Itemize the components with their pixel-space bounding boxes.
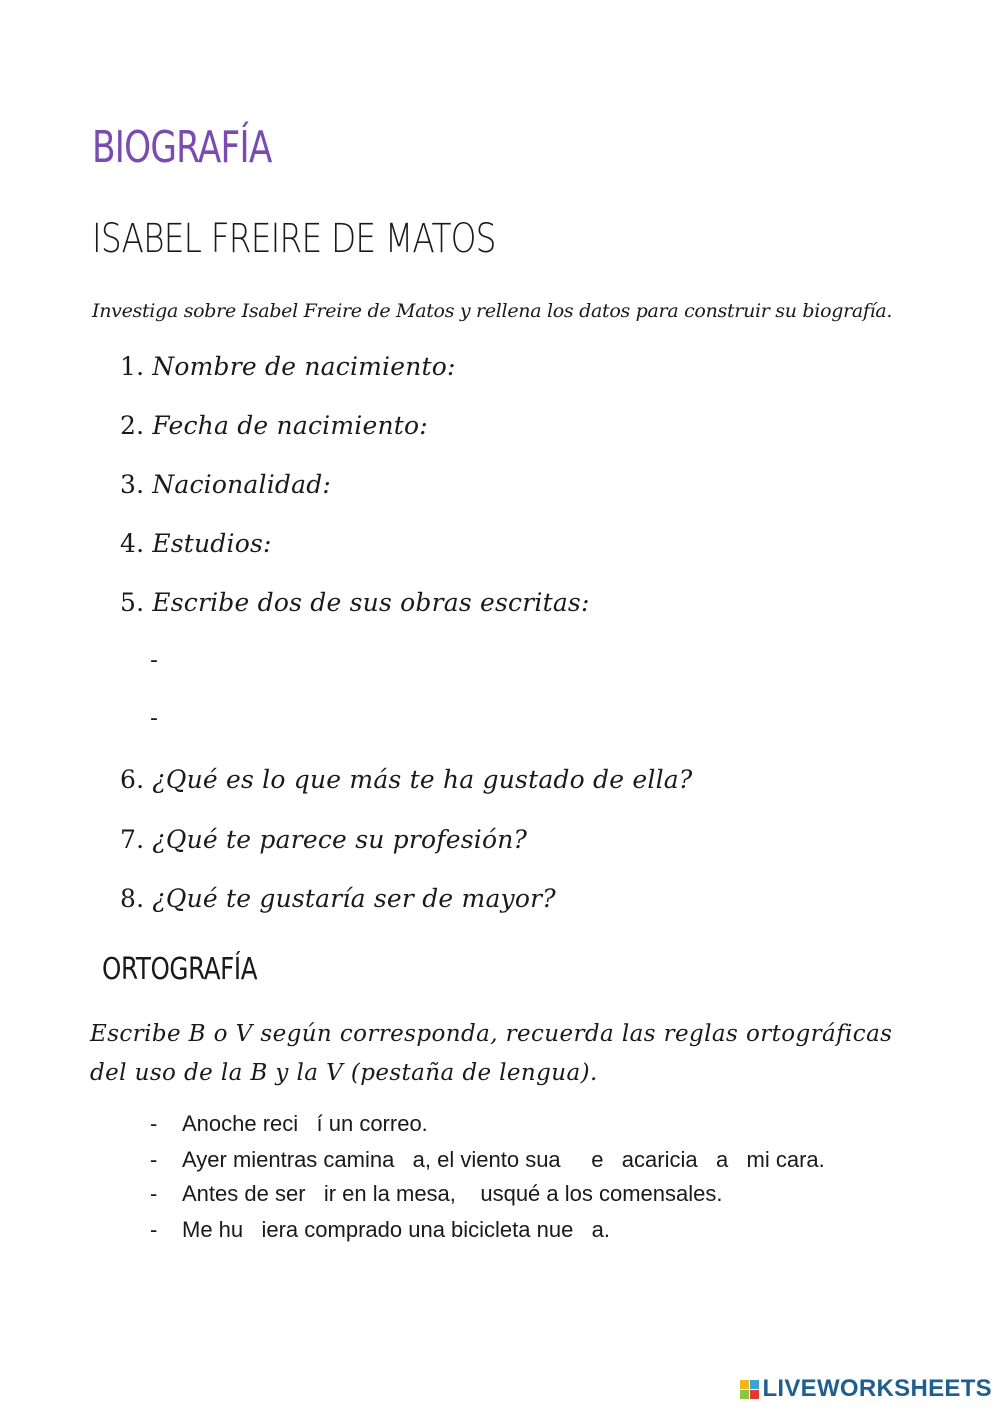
work-dash-2: - (150, 706, 158, 731)
exercise-text: Me hu iera comprado una bicicleta nue a. (182, 1217, 611, 1242)
question-text: Escribe dos de sus obras escritas: (152, 588, 590, 617)
exercise-2 (150, 1147, 825, 1173)
question-3 (120, 470, 331, 499)
question-2 (120, 411, 428, 440)
question-number: 6. (120, 765, 145, 794)
question-number: 3. (120, 470, 145, 499)
work-dash-1: - (150, 648, 158, 673)
bullet: - (150, 1111, 158, 1136)
logo-text: LIVEWORKSHEETS (762, 1375, 992, 1402)
question-7 (120, 825, 527, 854)
question-number: 4. (120, 529, 145, 558)
bullet: - (150, 1147, 158, 1172)
question-number: 7. (120, 825, 145, 854)
question-text: Estudios: (152, 529, 272, 558)
question-number: 1. (120, 352, 145, 381)
question-8 (120, 884, 556, 913)
question-5 (120, 588, 590, 617)
instructions: Investiga sobre Isabel Freire de Matos y rellena los datos para construir su biografía. (92, 300, 893, 322)
page-title: BIOGRAFÍA (92, 122, 272, 173)
question-text: Nombre de nacimiento: (152, 352, 456, 381)
question-number: 8. (120, 884, 145, 913)
exercise-4 (150, 1217, 610, 1243)
ortografia-instructions-line-1: Escribe B o V según corresponda, recuerda las reglas ortográficas (90, 1021, 893, 1047)
question-text: ¿Qué es lo que más te ha gustado de ella? (152, 765, 693, 794)
question-text: Fecha de nacimiento: (152, 411, 428, 440)
question-text: ¿Qué te gustaría ser de mayor? (152, 884, 556, 913)
question-text: Nacionalidad: (152, 470, 332, 499)
exercise-text: Antes de ser ir en la mesa, usqué a los comensales. (182, 1181, 723, 1206)
exercise-3 (150, 1181, 723, 1207)
bullet: - (150, 1181, 158, 1206)
section-title-ortografia: ORTOGRAFÍA (102, 952, 258, 987)
bullet: - (150, 1217, 158, 1242)
question-6 (120, 765, 692, 794)
ortografia-instructions-line-2: del uso de la B y la V (pestaña de lengua). (90, 1060, 598, 1086)
question-number: 2. (120, 411, 145, 440)
exercise-1 (150, 1111, 428, 1137)
question-1 (120, 352, 456, 381)
exercise-text: Anoche reci í un correo. (182, 1111, 428, 1136)
exercise-text: Ayer mientras camina a, el viento sua e acaricia a mi cara. (182, 1147, 825, 1172)
question-number: 5. (120, 588, 145, 617)
subject-name: ISABEL FREIRE DE MATOS (92, 216, 496, 262)
question-4 (120, 529, 272, 558)
liveworksheets-logo[interactable] (740, 1375, 992, 1403)
question-text: ¿Qué te parece su profesión? (152, 825, 528, 854)
logo-icon (740, 1380, 759, 1399)
